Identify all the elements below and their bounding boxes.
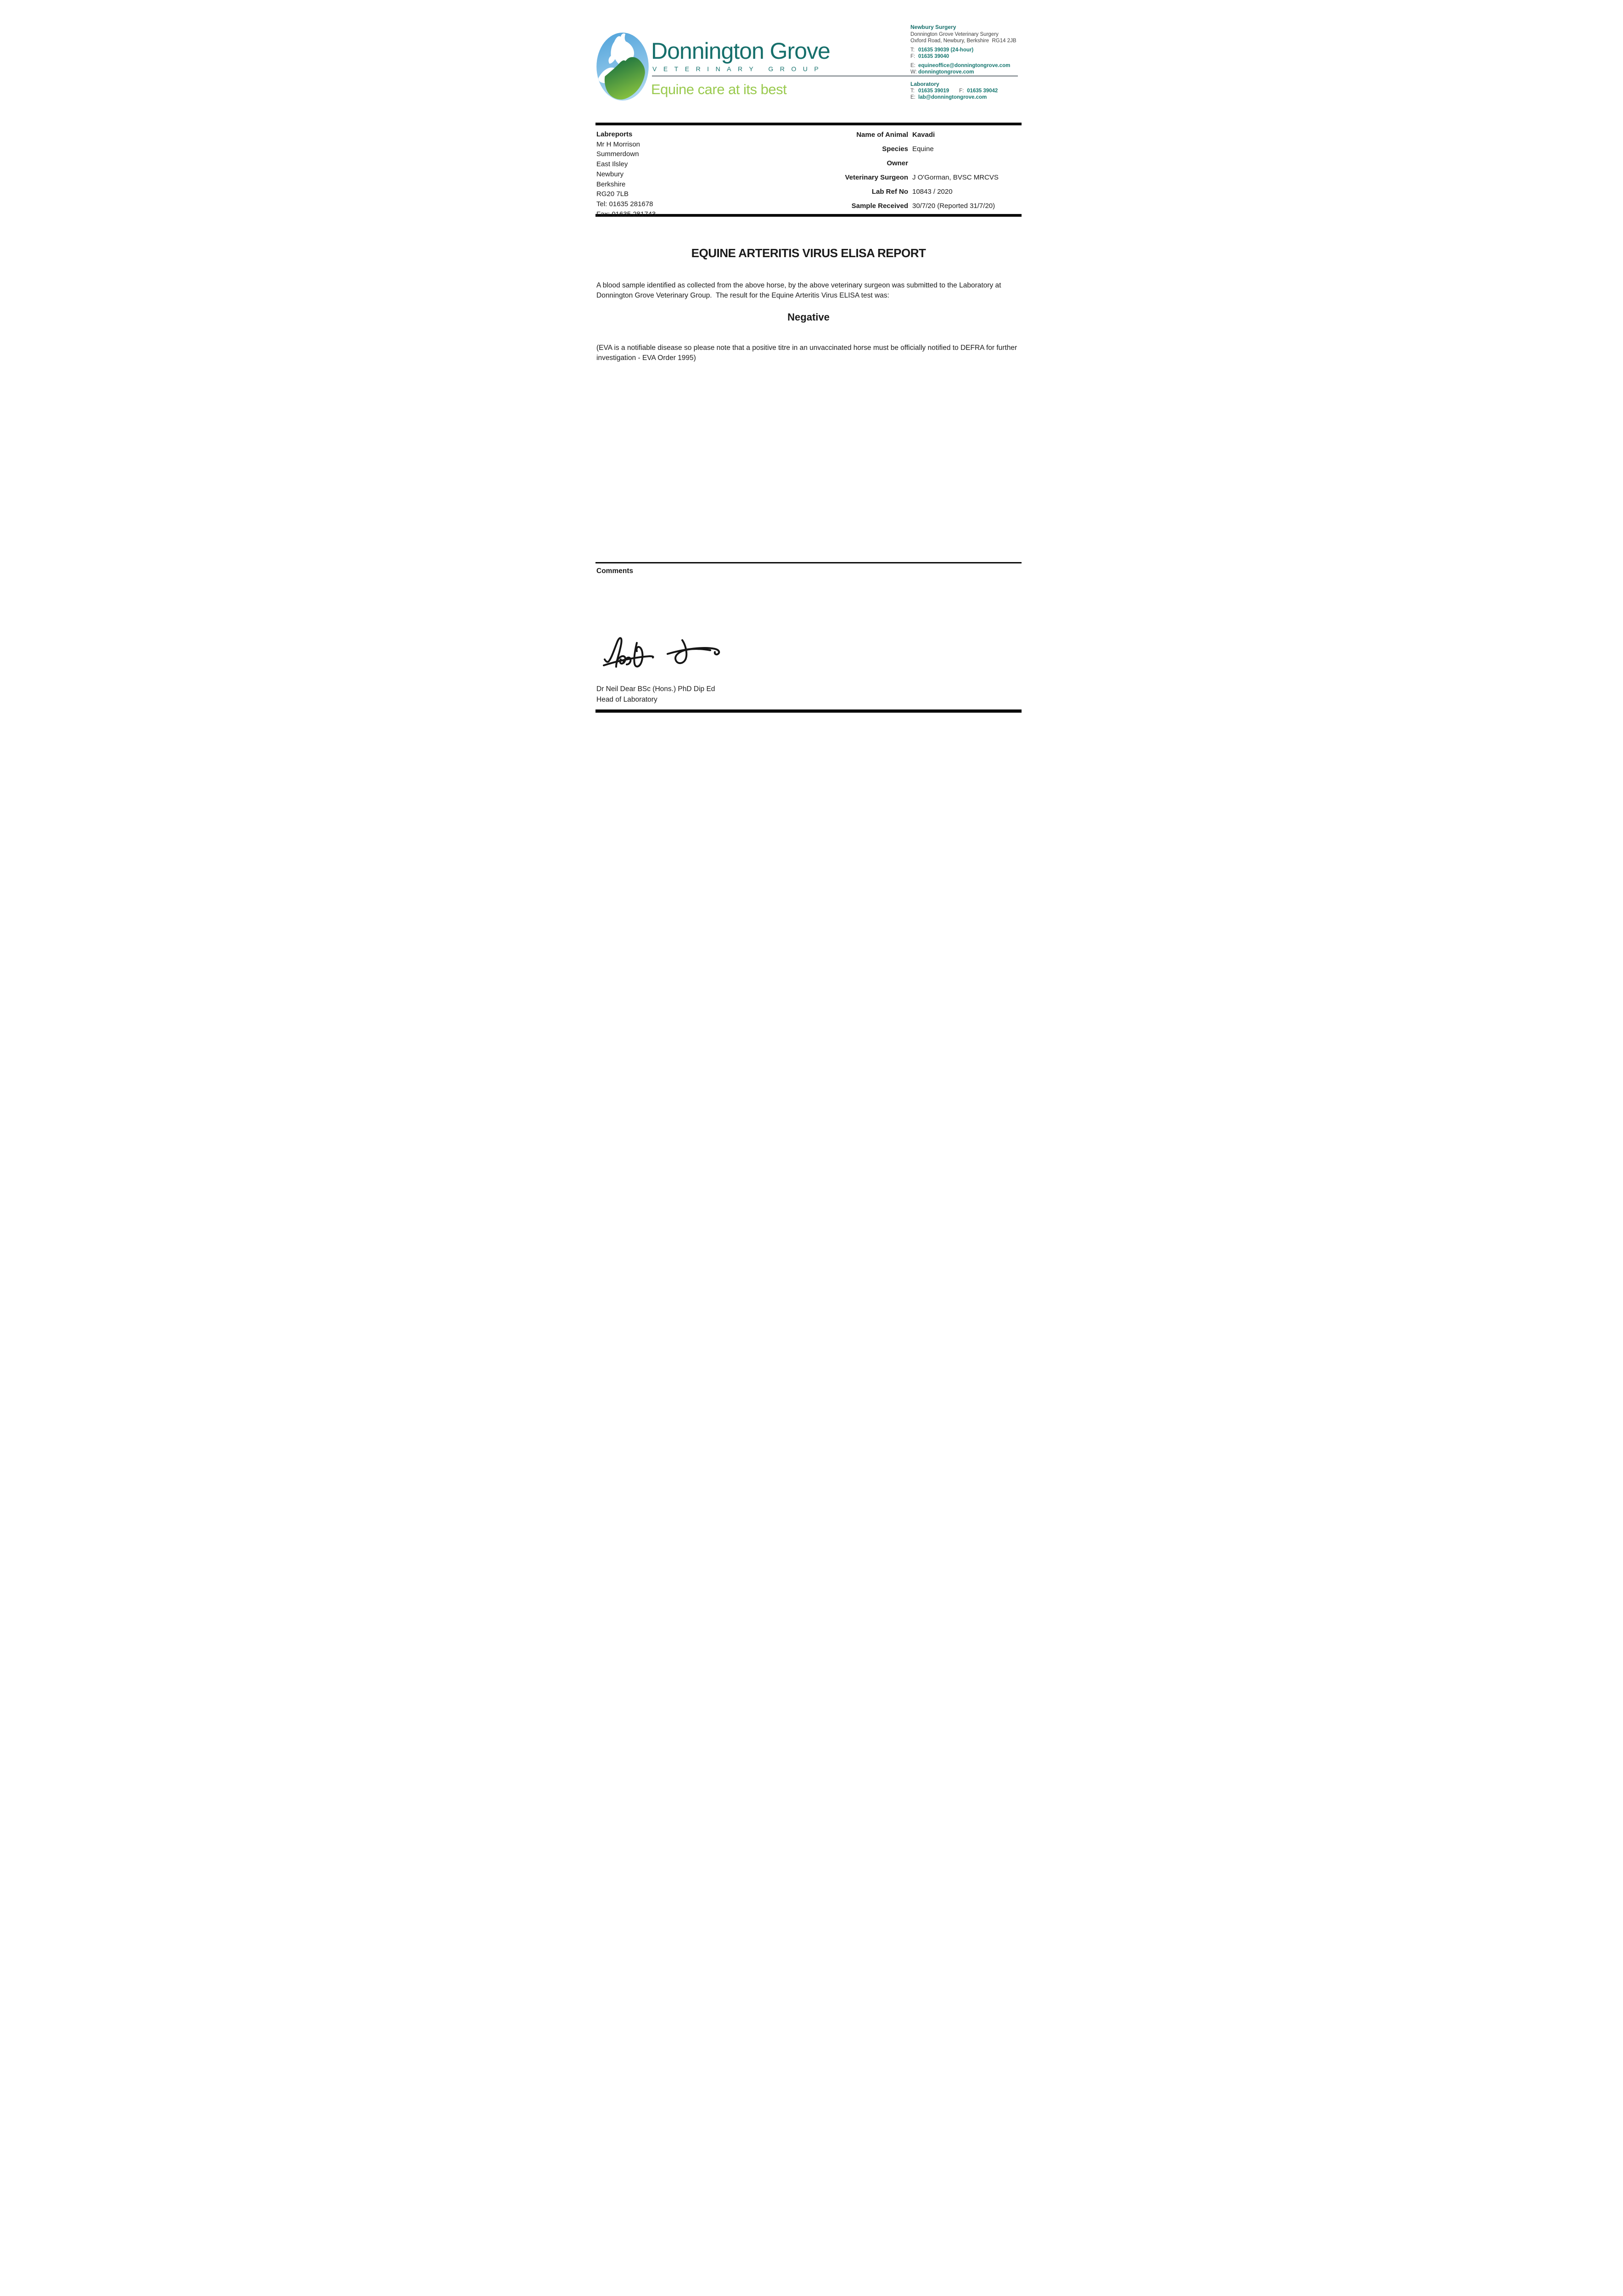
eva-notice-paragraph: (EVA is a notifiable disease so please note that a positive titre in an unvaccinated horse must be officially notified to DEFRA for further investigation - EVA Order 1995) xyxy=(596,344,1019,362)
signatory-block xyxy=(596,684,715,705)
lab-fax-value: 01635 39042 xyxy=(967,88,998,94)
fax-label: F: xyxy=(910,54,915,59)
signatory-role: Head of Laboratory xyxy=(596,696,657,703)
surgery-address-line: Oxford Road, Newbury, Berkshire RG14 2JB xyxy=(910,38,1016,44)
detail-value-sample-received: 30/7/20 (Reported 31/7/20) xyxy=(912,202,995,210)
recipient-line: Mr H Morrison xyxy=(596,140,640,148)
report-title: EQUINE ARTERITIS VIRUS ELISA REPORT xyxy=(691,246,926,260)
surgery-address-line: Donnington Grove Veterinary Surgery xyxy=(910,32,999,37)
email-label: E: xyxy=(910,63,915,68)
brand-name: Donnington Grove xyxy=(651,38,830,64)
brand-subtitle: VETERINARY GROUP xyxy=(652,65,826,73)
recipient-line: Tel: 01635 281678 xyxy=(596,200,653,208)
surgery-title: Newbury Surgery xyxy=(910,24,956,30)
detail-label: Sample Received xyxy=(851,202,908,210)
brand-divider xyxy=(652,75,1018,77)
lab-email-value: lab@donningtongrove.com xyxy=(918,95,987,100)
logo-horse-icon xyxy=(596,33,649,101)
divider-bottom xyxy=(595,709,1022,713)
detail-value-species: Equine xyxy=(912,145,934,153)
email-value: equineoffice@donningtongrove.com xyxy=(918,63,1011,68)
recipient-clipped-fax-line: Fax: 01635 281743 xyxy=(596,210,656,218)
surgery-phone-row xyxy=(910,47,1016,53)
web-label: W: xyxy=(910,69,917,75)
lab-fax-label: F: xyxy=(959,88,964,94)
lab-phone-value: 01635 39019 xyxy=(918,88,949,94)
signature-image xyxy=(602,630,725,672)
lab-report-page xyxy=(558,0,1065,718)
web-value: donningtongrove.com xyxy=(918,69,974,75)
result-value: Negative xyxy=(787,311,830,323)
phone-value: 01635 39039 (24-hour) xyxy=(918,47,974,53)
surgery-contact-block xyxy=(910,24,1016,75)
brand-tagline: Equine care at its best xyxy=(651,81,787,97)
divider-top xyxy=(595,123,1022,125)
divider-info-bottom xyxy=(595,214,1022,217)
recipient-line: RG20 7LB xyxy=(596,190,629,198)
detail-label: Owner xyxy=(887,159,908,167)
comments-label: Comments xyxy=(596,567,634,575)
laboratory-email-row xyxy=(910,94,998,101)
recipient-title: Labreports xyxy=(596,130,633,138)
recipient-line: Newbury xyxy=(596,170,624,178)
laboratory-contact-block xyxy=(910,81,998,101)
detail-value-lab-ref: 10843 / 2020 xyxy=(912,188,953,196)
detail-label: Veterinary Surgeon xyxy=(845,174,908,181)
surgery-fax-row xyxy=(910,53,1016,60)
laboratory-title: Laboratory xyxy=(910,81,939,87)
divider-comments xyxy=(595,562,1022,563)
lab-email-label: E: xyxy=(910,95,915,100)
laboratory-phone-row xyxy=(910,88,998,94)
detail-value-animal-name: Kavadi xyxy=(912,131,935,139)
detail-label: Name of Animal xyxy=(856,131,908,139)
detail-label: Lab Ref No xyxy=(871,188,908,196)
recipient-line: Berkshire xyxy=(596,180,626,188)
lab-phone-label: T: xyxy=(910,88,915,94)
detail-value-vet: J O'Gorman, BVSC MRCVS xyxy=(912,174,999,181)
report-paragraph: A blood sample identified as collected from the above horse, by the above veterinary surgeon was submitted to the Laboratory at Donnington Grove Veterinary Group. The result for the Equine Arteritis Virus ELISA test was: xyxy=(596,281,1003,300)
surgery-web-row xyxy=(910,69,1016,75)
signatory-name: Dr Neil Dear BSc (Hons.) PhD Dip Ed xyxy=(596,685,715,693)
recipient-line: East Ilsley xyxy=(596,160,628,169)
surgery-email-row xyxy=(910,62,1016,69)
recipient-line: Summerdown xyxy=(596,150,639,158)
fax-value: 01635 39040 xyxy=(918,54,949,59)
detail-label: Species xyxy=(882,145,908,153)
phone-label: T: xyxy=(910,47,915,53)
